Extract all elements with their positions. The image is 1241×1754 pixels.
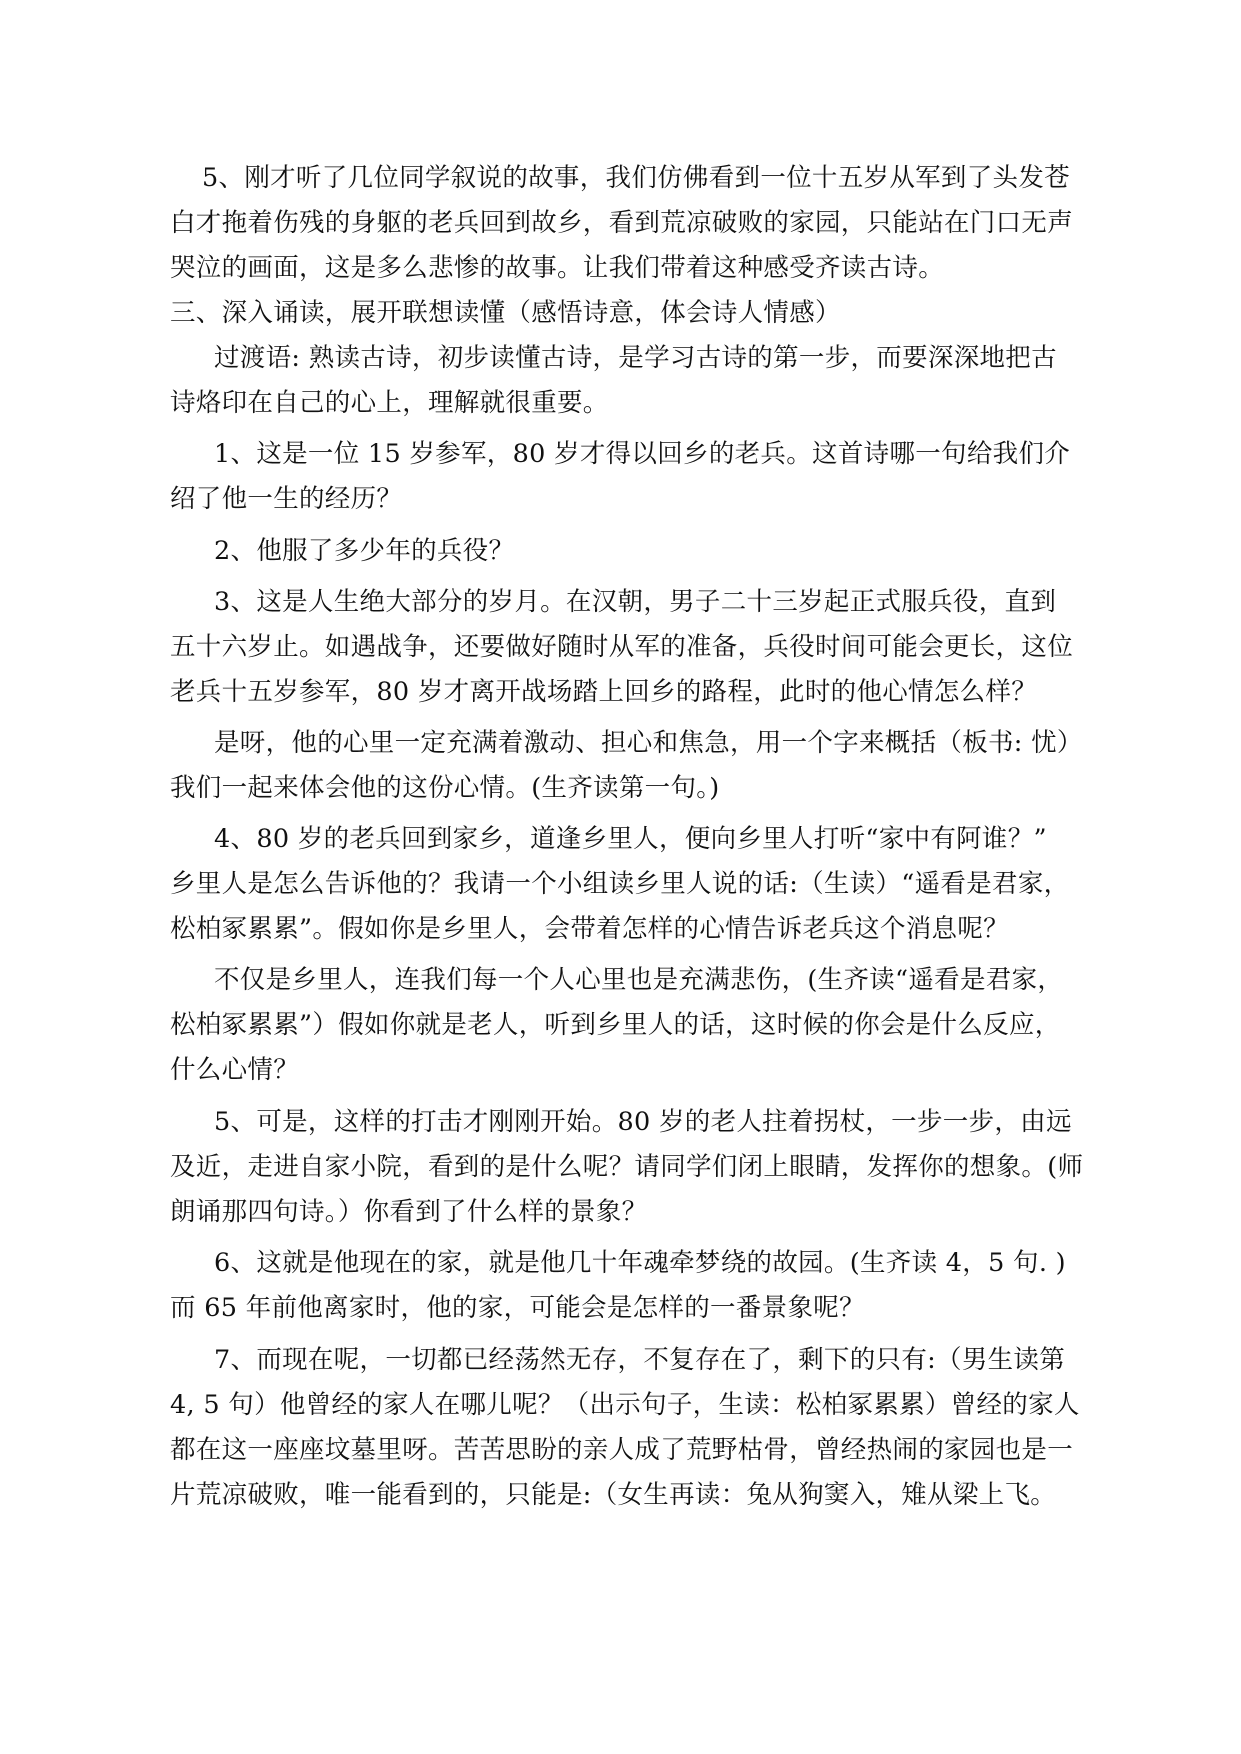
text-line: 2、他服了多少年的兵役？	[214, 536, 515, 566]
text-line: 过渡语: 熟读古诗，初步读懂古诗，是学习古诗的第一步，而要深深地把古	[214, 343, 1057, 373]
text-line: 五十六岁止。如遇战争，还要做好随时从军的准备，兵役时间可能会更长，这位	[170, 632, 1074, 662]
text-line: 什么心情？	[170, 1055, 300, 1085]
text-line: 而 65 年前他离家时，他的家，可能会是怎样的一番景象呢？	[170, 1293, 865, 1323]
text-line: 片荒凉破败，唯一能看到的，只能是:（女生再读：兔从狗窦入，雉从梁上飞。	[170, 1480, 1057, 1510]
text-line: 不仅是乡里人，连我们每一个人心里也是充满悲伤，(生齐读“遥看是君家，	[214, 965, 1064, 995]
text-line: 及近，走进自家小院，看到的是什么呢？请同学们闭上眼睛，发挥你的想象。(师	[170, 1152, 1084, 1182]
text-line: 都在这一座座坟墓里呀。苦苦思盼的亲人成了荒野枯骨，曾经热闹的家园也是一	[170, 1435, 1074, 1465]
text-line: 5、可是，这样的打击才刚刚开始。80 岁的老人拄着拐杖，一步一步，由远	[214, 1107, 1072, 1137]
text-line: 乡里人是怎么告诉他的？我请一个小组读乡里人说的话:（生读）“遥看是君家，	[170, 869, 1070, 899]
text-line: 是呀，他的心里一定充满着激动、担心和焦急，用一个字来概括（板书: 忧）	[214, 728, 1083, 758]
text-line: 诗烙印在自己的心上，理解就很重要。	[170, 388, 609, 418]
text-line: 松柏冢累累”）假如你就是老人，听到乡里人的话，这时候的你会是什么反应，	[170, 1010, 1061, 1040]
section-heading: 三、深入诵读，展开联想读懂（感悟诗意，体会诗人情感）	[170, 298, 841, 328]
text-line: 松柏冢累累”。假如你是乡里人，会带着怎样的心情告诉老兵这个消息呢？	[170, 914, 1009, 944]
text-line: 老兵十五岁参军，80 岁才离开战场踏上回乡的路程，此时的他心情怎么样？	[170, 677, 1038, 707]
text-line: 哭泣的画面，这是多么悲惨的故事。让我们带着这种感受齐读古诗。	[170, 253, 945, 283]
text-line: 5、刚才听了几位同学叙说的故事，我们仿佛看到一位十五岁从军到了头发苍	[202, 163, 1070, 193]
text-line: 绍了他一生的经历？	[170, 484, 403, 514]
text-line: 3、这是人生绝大部分的岁月。在汉朝，男子二十三岁起正式服兵役，直到	[214, 587, 1057, 617]
text-line: 4、80 岁的老兵回到家乡，道逢乡里人，便向乡里人打听“家中有阿谁？”	[214, 824, 1047, 854]
text-line: 1、这是一位 15 岁参军，80 岁才得以回乡的老兵。这首诗哪一句给我们介	[214, 439, 1071, 469]
text-line: 7、而现在呢，一切都已经荡然无存，不复存在了，剩下的只有:（男生读第	[214, 1345, 1066, 1375]
text-line: 白才拖着伤残的身躯的老兵回到故乡，看到荒凉破败的家园，只能站在门口无声	[170, 208, 1074, 238]
text-line: 朗诵那四句诗。）你看到了什么样的景象？	[170, 1197, 648, 1227]
text-line: 6、这就是他现在的家，就是他几十年魂牵梦绕的故园。(生齐读 4，5 句. )	[214, 1248, 1066, 1278]
text-line: 4, 5 句）他曾经的家人在哪儿呢？（出示句子，生读：松柏冢累累）曾经的家人	[170, 1390, 1080, 1420]
text-line: 我们一起来体会他的这份心情。(生齐读第一句。)	[170, 773, 720, 803]
